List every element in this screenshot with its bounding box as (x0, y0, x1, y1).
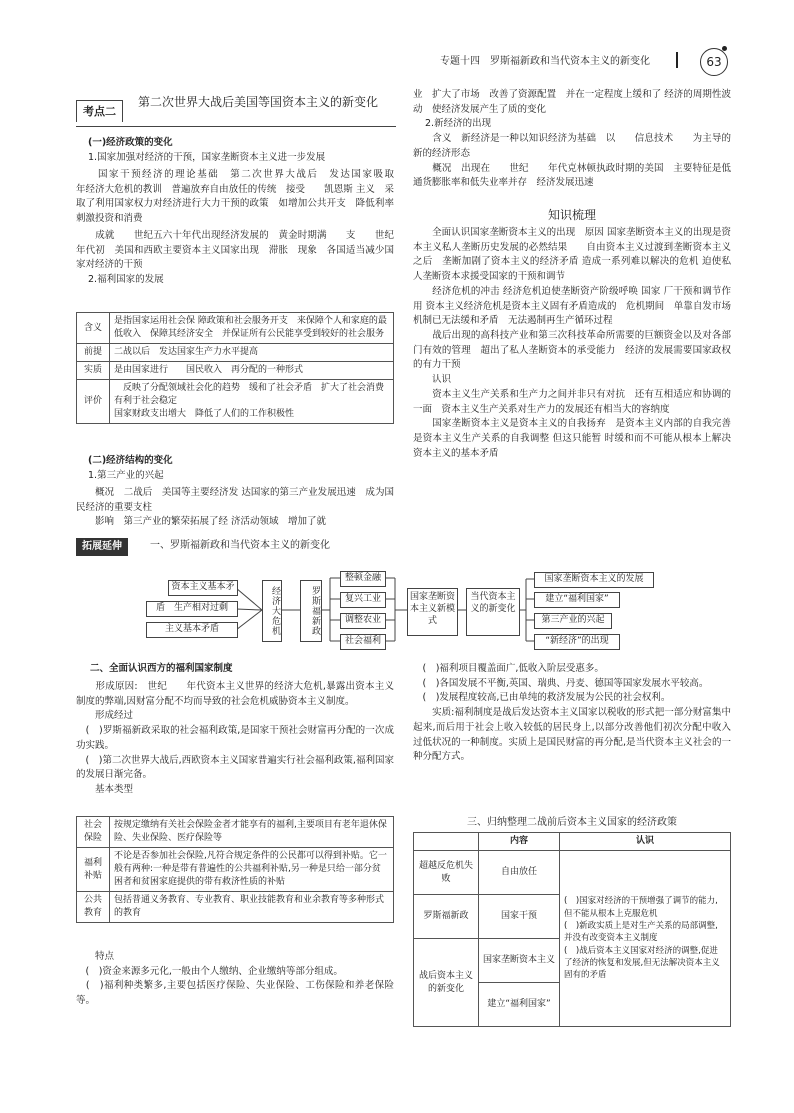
paragraph-tertiary-overview: 概况 二战后 美国等主要经济发 达国家的第三产业发展迅速 成为国民经济的重要支柱 (76, 487, 394, 513)
paragraph-welfare-types: 基本类型 (76, 784, 134, 796)
diagram-cause-3: 主义基本矛盾 (146, 622, 238, 638)
table-value: 二战以后 发达国家生产力水平提高 (110, 344, 394, 362)
table-key: 公共 教育 (77, 892, 110, 923)
extension-title: 一、罗斯福新政和当代资本主义的新变化 (150, 540, 330, 551)
paragraph-new-economy-meaning: 含义 新经济是一种以知识经济为基础 以 信息技术 为主导的新的经济形态 (413, 133, 731, 159)
paragraph-employment: 业 扩大了市场 改善了资源配置 并在一定程度上缓和了 经济的周期性波动 使经济发展产生了质的变化 (413, 89, 731, 115)
paragraph-achievement: 成就 世纪五六十年代出现经济发展的 黄金时期满 支 世纪 年代初 美国和西欧主要资本主义国家出现 滞胀 现象 各国适当减少国家对经济的干预 (76, 229, 414, 271)
paragraph-feature-2: ( )福利种类繁多,主要包括医疗保险、失业保险、工伤保险和养老保险等。 (76, 980, 394, 1007)
table-row (77, 892, 394, 923)
paragraph-hightech: 战后出现的高科技产业和第三次科技革命所需要的巨额资金以及对各部门有效的管理 超出了私人垄断资本的承受能力 经济的发展需要国家政权的有力干预 (413, 330, 731, 371)
section-title: 第二次世界大战后美国等国资本主义的新变化 (138, 95, 379, 109)
diagram-new-model: 国家垄断资本主义新模式 (407, 588, 458, 636)
table-value: 是由国家进行 国民收入 再分配的一种形式 (110, 362, 394, 380)
table-value: 包括普通义务教育、专业教育、职业技能教育和业余教育等多种形式的教育 (110, 892, 394, 923)
table-value: 是指国家运用社会保 障政策和社会服务开支 来保障个人和家庭的最低收入 保障其经济安全 并保证所有公民能享受到较好的社会服务 (110, 313, 394, 344)
table-header: 内容 (479, 833, 560, 851)
table-cell: 超越反危机失败 (414, 851, 479, 895)
diagram-outcome-4: “新经济”的出现 (534, 634, 620, 650)
table-key: 实质 (77, 362, 110, 380)
paragraph-essence: 实质:福利制度是战后发达资本主义国家以税收的形式把一部分财富集中起来,而后用于社会上收入较低的居民身上,以部分改善他们初次分配中收入过低状况的一种制度。实质上是国民财富的再分配,是当代资本主义社会的一种分配方式。 (413, 707, 731, 763)
lower-left-features (76, 950, 394, 1009)
paragraph-feature-5: ( )发展程度较高,已由单纯的救济发展为公民的社会权利。 (413, 692, 671, 704)
heading-welfare-system: 二、全面认识西方的福利国家制度 (90, 663, 233, 674)
table-header: 认识 (560, 833, 731, 851)
welfare-types-table (76, 816, 394, 923)
table-row (414, 851, 731, 895)
diagram-outcome-1: 国家垄断资本主义的发展 (534, 572, 654, 588)
table-value: 按规定缴纳有关社会保险金者才能享有的福利,主要项目有老年退休保险、失业保险、医疗保险等 (110, 817, 394, 848)
paragraph-self-adjust: 国家垄断资本主义是资本主义的自我扬弃 是资本主义内部的自我完善 是资本主义生产关系的自我调整 但这只能暂 时缓和而不可能从根本上解决资本主义的基本矛盾 (413, 418, 731, 459)
table-key: 前提 (77, 344, 110, 362)
table-value: 不论是否参加社会保险,凡符合规定条件的公民都可以得到补贴。它一般有两种:一种是带有普遍性的公共福利补贴,另一种是只给一部分贫困者和贫困家庭提供的带有救济性质的补贴 (110, 848, 394, 892)
knowledge-title: 知识梳理 (547, 208, 596, 222)
heading-economic-policy: (一)经济政策的变化 (88, 137, 173, 148)
diagram-cause-2: 盾 生产相对过剩 (146, 601, 238, 617)
lower-left-title (90, 662, 390, 677)
extension-ribbon: 拓展延伸 (76, 538, 128, 556)
table-key: 社会 保险 (77, 817, 110, 848)
paragraph-reason: 全面认识国家垄断资本主义的出现 原因 国家垄断资本主义的出现是资本主义私人垄断历史发展的必然结果 自由资本主义过渡到垄断资本主义之后 垄断加剧了资本主义的经济矛盾 造成一系列难以解决的危机 迫使私 人垄断资本求援受国家的干预和调节 (413, 227, 731, 283)
diagram-outcome-2: 建立“福利国家” (534, 592, 620, 608)
lower-right-text (413, 662, 731, 765)
diagram-measure-industry: 复兴工业 (340, 592, 386, 608)
table-header-row (414, 833, 731, 851)
heading-state-intervention: 1.国家加强对经济的干预，国家垄断资本主义进一步发展 (88, 151, 326, 163)
paragraph-feature-3: ( )福利项目覆盖面广,低收入阶层受惠多。 (413, 663, 604, 674)
paragraph-recognition: 认识 (413, 374, 452, 386)
policy-table (413, 832, 731, 1027)
section-tag: 考点二 (76, 100, 123, 122)
diagram-new-deal: 罗斯福新政 (300, 580, 322, 642)
table-value: 反映了分配领域社会化的趋势 缓和了社会矛盾 扩大了社会消费 有利于社会稳定 国家财政支出增大 降低了人们的工作积极性 (110, 380, 394, 424)
table-cell: 国家干预 (479, 895, 560, 939)
paragraph-welfare-newdeal: ( )罗斯福新政采取的社会福利政策,是国家干预社会财富再分配的一次成功实践。 (76, 725, 394, 751)
diagram-crisis: 经济大危机 (262, 580, 282, 642)
paragraph-relations: 资本主义生产关系和生产力之间并非只有对抗 还有互相适应和协调的一面 资本主义生产关系对生产力的发展还有相当大的容纳度 (413, 388, 731, 415)
paragraph-feature-1: ( )资金来源多元化,一般由个人缴纳、企业缴纳等部分组成。 (76, 965, 343, 977)
table-key: 福利 补贴 (77, 848, 110, 892)
table-cell: 国家垄断资本主义 (479, 939, 560, 983)
table-row (77, 848, 394, 892)
page-number: 63 (700, 48, 728, 76)
table-key: 含义 (77, 313, 110, 344)
heading-tertiary: 1.第三产业的兴起 (88, 469, 164, 481)
table-cell: 罗斯福新政 (414, 895, 479, 939)
diagram-measure-agriculture: 调整农业 (340, 613, 386, 629)
heading-welfare-state: 2.福利国家的发展 (88, 274, 164, 286)
diagram-cause-1: 资本主义基本矛 (168, 580, 238, 596)
paragraph-theory: 国家干预经济的理论基础 第二次世界大战后 发达国家吸取 年经济大危机的教训 普遍放弃自由放任的传统 接受 凯恩斯 主义 采取了利用国家权力对经济进行大力干预的政策 如增加公共开支 降低利率 刺激投资和消费 (76, 169, 442, 225)
paragraph-crisis: 经济危机的冲击 经济危机迫使垄断资产阶级呼唤 国家 厂干预和调节作用 资本主义经济危机是资本主义固有矛盾造成的 危机期间 单靠自发市场机制已无法缓和矛盾 无法遏制再生产循环过程 (413, 285, 731, 327)
paragraph-welfare-reason: 形成原因: 世纪 年代资本主义世界的经济大危机,暴露出资本主义制度的弊端,因财富分配不均而导致的社会危机威胁资本主义制度。 (76, 681, 394, 707)
paragraph-new-economy-overview: 概况 出现在 世纪 年代克林顿执政时期的美国 主要特征是低通货膨胀率和低失业率并存 经济发展迅速 (413, 162, 731, 189)
paragraph-welfare-process: 形成经过 (76, 710, 134, 722)
table-cell: 自由放任 (479, 851, 560, 895)
table3-title: 三、归纳整理二战前后资本主义国家的经济政策 (467, 817, 677, 828)
paragraph-features: 特点 (76, 951, 115, 962)
table-key: 评价 (77, 380, 110, 424)
heading-new-economy: 2.新经济的出现 (425, 118, 492, 130)
paragraph-tertiary-impact: 影响 第三产业的繁荣拓展了经 济活动领域 增加了就 (76, 516, 327, 528)
table-header (414, 833, 479, 851)
diagram-new-change: 当代资本主义的新变化 (466, 588, 520, 636)
table-cell: 战后资本主义的新变化 (414, 939, 479, 1027)
paragraph-welfare-postwar: ( )第二次世界大战后,西欧资本主义国家普遍实行社会福利政策,福利国家的发展日渐完备。 (76, 754, 394, 781)
diagram-outcome-3: 第三产业的兴起 (534, 613, 612, 629)
table-note: ( )国家对经济的干预增强了调节的能力,但不能从根本上克服危机 ( )新政实质上是对生产关系的局部调整,并没有改变资本主义制度 ( )战后资本主义国家对经济的调整,促进了经济的恢复和发展,但无法解决资本主义固有的矛盾 (560, 851, 731, 1027)
paragraph-feature-4: ( )各国发展不平衡,英国、瑞典、丹麦、德国等国家发展水平较高。 (413, 677, 709, 689)
lower-left-text (76, 680, 394, 798)
table-row (77, 817, 394, 848)
diagram-measure-welfare: 社会福利 (340, 634, 386, 650)
chapter-header: 专题十四 罗斯福新政和当代资本主义的新变化 (440, 56, 650, 67)
heading-structure: (二)经济结构的变化 (88, 455, 173, 466)
table-cell: 建立“福利国家” (479, 983, 560, 1027)
diagram-measure-finance: 整顿金融 (340, 571, 386, 587)
